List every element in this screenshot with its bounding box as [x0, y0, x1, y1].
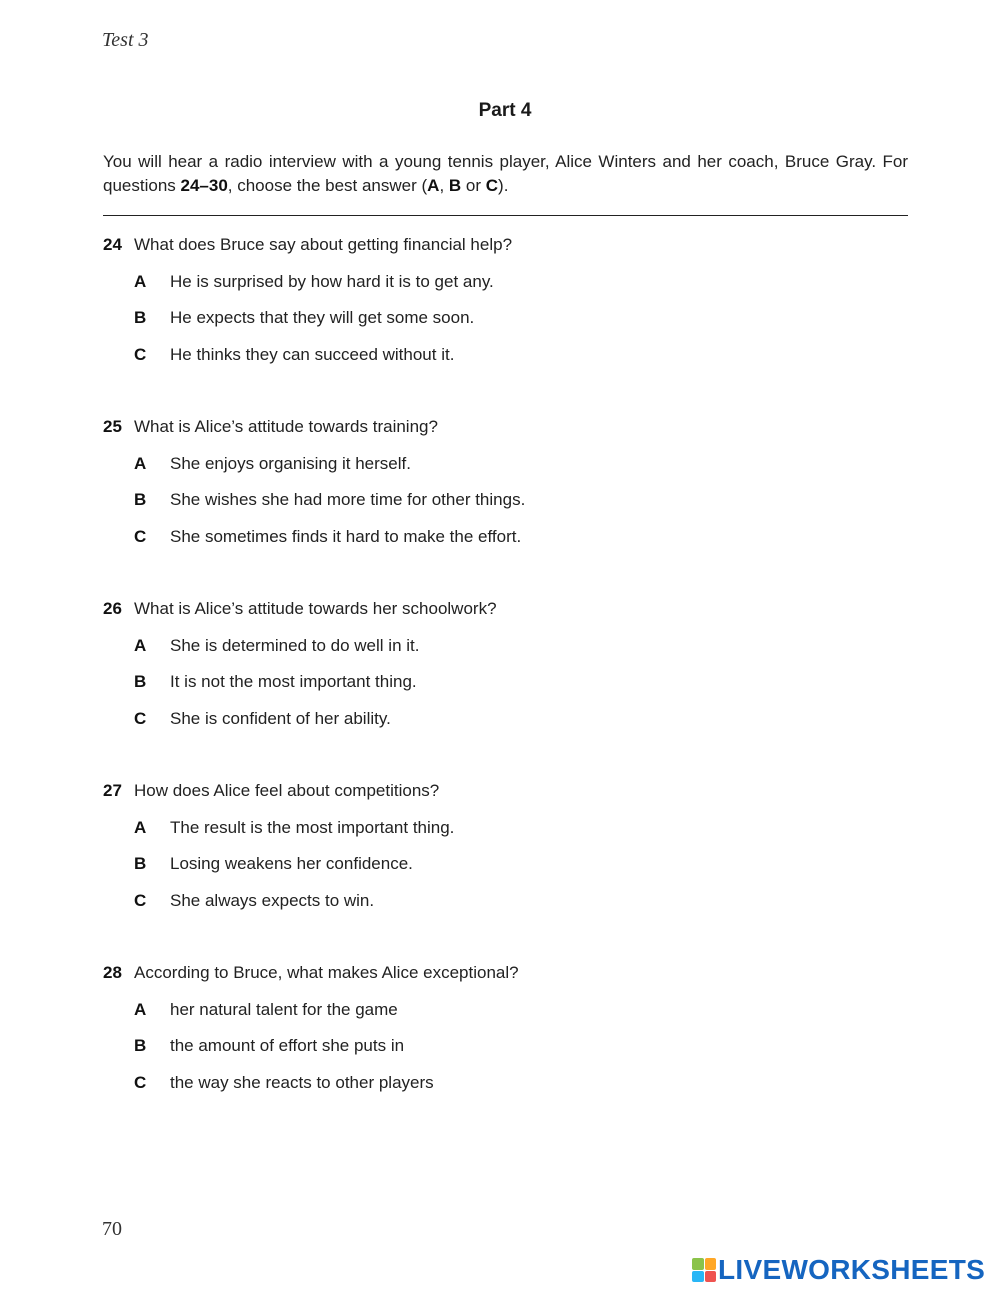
option-letter: C [134, 526, 147, 546]
running-head: Test 3 [102, 29, 149, 51]
question-number: 28 [103, 963, 122, 982]
option-b[interactable] [103, 852, 903, 876]
option-letter: C [134, 344, 147, 364]
part-title: Part 4 [478, 100, 532, 121]
question-27 [103, 779, 903, 913]
question-text: What is Alice’s attitude towards her schoolwork? [134, 599, 497, 618]
question-range: 24–30 [180, 176, 228, 195]
question-text: How does Alice feel about competitions? [134, 781, 440, 800]
option-text: It is not the most important thing. [170, 672, 417, 691]
option-text: He expects that they will get some soon. [170, 308, 475, 327]
option-text: The result is the most important thing. [170, 817, 455, 837]
instructions [103, 150, 908, 198]
option-letter: C [134, 708, 147, 728]
option-letter: A [134, 817, 147, 837]
page-number: 70 [102, 1218, 122, 1240]
option-text: her natural talent for the game [170, 999, 398, 1019]
option-b[interactable] [103, 488, 903, 512]
option-text: He is surprised by how hard it is to get any. [170, 271, 494, 291]
option-letter: A [134, 635, 147, 655]
option-text: He thinks they can succeed without it. [170, 344, 455, 364]
question-number: 27 [103, 781, 122, 800]
question-number: 24 [103, 235, 122, 254]
question-text: According to Bruce, what makes Alice exceptional? [134, 963, 519, 982]
option-letter: A [134, 271, 147, 291]
answer-letter-c: C [485, 176, 499, 195]
option-letter: B [134, 1036, 147, 1055]
option-letter: B [134, 490, 147, 509]
option-a[interactable] [103, 634, 903, 658]
question-24 [103, 233, 903, 367]
option-b[interactable] [103, 670, 903, 694]
option-text: She is confident of her ability. [170, 708, 391, 728]
instructions-text: You will hear a radio interview with a young tennis player, Alice Winters and her coach, Bruce Gray. For questions [103, 152, 908, 195]
option-text: She always expects to win. [170, 890, 375, 910]
option-c[interactable] [103, 889, 903, 913]
option-text: Losing weakens her confidence. [170, 854, 413, 873]
option-c[interactable] [103, 707, 903, 731]
option-letter: B [134, 308, 147, 327]
option-letter: C [134, 890, 147, 910]
watermark-text [718, 1253, 985, 1287]
watermark-worksheets: WORKSHEETS [781, 1254, 986, 1285]
question-26 [103, 597, 903, 731]
question-25 [103, 415, 903, 549]
option-c[interactable] [103, 525, 903, 549]
question-number: 25 [103, 417, 122, 436]
option-letter: A [134, 453, 147, 473]
answer-letter-b: B [448, 176, 462, 195]
instructions-text: , choose the best answer ( [227, 176, 428, 195]
option-text: She is determined to do well in it. [170, 635, 420, 655]
option-a[interactable] [103, 998, 903, 1022]
option-text: the amount of effort she puts in [170, 1036, 405, 1055]
separator: or [461, 176, 486, 195]
question-text: What does Bruce say about getting financial help? [134, 235, 513, 254]
question-text: What is Alice’s attitude towards training? [134, 417, 438, 436]
option-c[interactable] [103, 1071, 903, 1095]
option-text: She wishes she had more time for other things. [170, 490, 526, 509]
option-c[interactable] [103, 343, 903, 367]
option-text: She sometimes finds it hard to make the effort. [170, 526, 522, 546]
option-a[interactable] [103, 452, 903, 476]
separator: , [439, 176, 449, 195]
option-a[interactable] [103, 270, 903, 294]
answer-letter-a: A [427, 176, 440, 195]
option-text: She enjoys organising it herself. [170, 453, 411, 473]
option-a[interactable] [103, 816, 903, 840]
divider-rule [103, 215, 908, 216]
option-letter: B [134, 672, 147, 691]
option-b[interactable] [103, 306, 903, 330]
watermark-live: LIVE [718, 1254, 782, 1285]
option-letter: C [134, 1072, 147, 1092]
option-text: the way she reacts to other players [170, 1072, 434, 1092]
liveworksheets-watermark [692, 1253, 985, 1287]
option-letter: A [134, 999, 147, 1019]
liveworksheets-logo-icon [692, 1258, 716, 1282]
option-b[interactable] [103, 1034, 903, 1058]
question-number: 26 [103, 599, 122, 618]
question-28 [103, 961, 903, 1095]
option-letter: B [134, 854, 147, 873]
instructions-text: ). [498, 176, 509, 195]
